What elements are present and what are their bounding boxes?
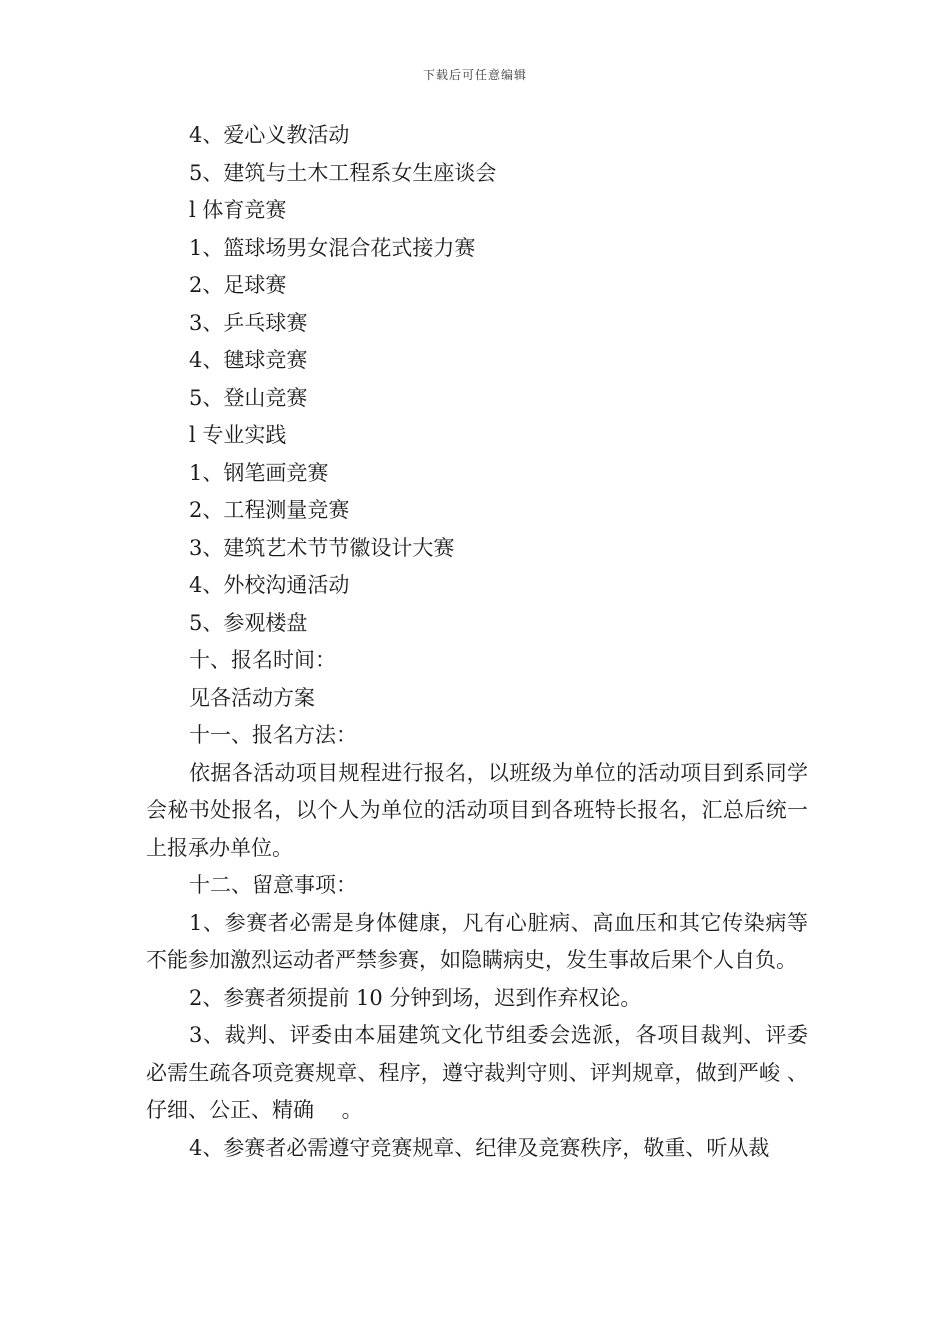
paragraph: 依据各活动项目规程进行报名，以班级为单位的活动项目到系同学会秘书处报名，以个人为单位的活动项目到各班特长报名，汇总后统一上报承办单位。 (146, 760, 808, 860)
list-item: 3、建筑艺术节节徽设计大赛 (189, 535, 455, 560)
section-heading: 十一、报名方法： (189, 723, 357, 747)
section-heading: 十二、留意事项： (189, 873, 357, 897)
paragraph: 3、裁判、评委由本届建筑文化节组委会选派，各项目裁判、评委必需生疏各项竞赛规章、程序，遵守裁判守则、评判规章，做到严峻 、仔细、公正、精确 。 (146, 1023, 808, 1122)
list-item: 5、参观楼盘 (189, 610, 308, 635)
list-item: 2、工程测量竞赛 (189, 498, 350, 522)
list-item: 4、外校沟通活动 (189, 573, 350, 597)
list-item: 4、爱心义教活动 (189, 123, 350, 147)
list-item: 1、篮球场男女混合花式接力赛 (189, 235, 476, 260)
list-item: 2、足球赛 (189, 273, 287, 297)
section-heading: 十、报名时间： (189, 648, 336, 672)
section-heading: l 体育竞赛 (189, 198, 287, 222)
body-text: 见各活动方案 (189, 685, 315, 710)
section-heading: l 专业实践 (189, 423, 287, 447)
paragraph: 4、参赛者必需遵守竞赛规章、纪律及竞赛秩序，敬重、听从裁 (189, 1135, 770, 1160)
list-item: 3、乒乓球赛 (189, 310, 308, 335)
page-header-note: 下载后可任意编辑 (422, 68, 527, 82)
document-body (146, 117, 808, 1167)
paragraph: 2、参赛者须提前 10 分钟到场，迟到作弃权论。 (189, 985, 642, 1010)
paragraph: 1、参赛者必需是身体健康，凡有心脏病、高血压和其它传染病等不能参加激烈运动者严禁参赛，如隐瞒病史，发生事故后果个人自负。 (146, 910, 808, 972)
list-item: 5、登山竞赛 (189, 385, 308, 410)
list-item: 4、毽球竞赛 (189, 348, 308, 372)
list-item: 1、钢笔画竞赛 (189, 460, 329, 485)
list-item: 5、建筑与土木工程系女生座谈会 (189, 160, 497, 185)
